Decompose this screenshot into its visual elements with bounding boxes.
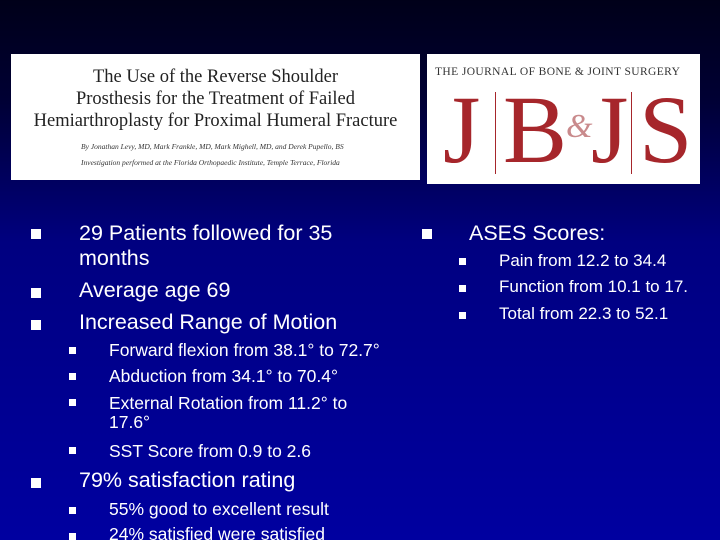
logo-letter-j: J — [443, 76, 481, 183]
sub-list-item: Total from 22.3 to 52.1 — [499, 304, 669, 323]
sub-bullet-icon — [69, 373, 76, 380]
article-title-image — [11, 54, 420, 180]
sub-list-item: SST Score from 0.9 to 2.6 — [109, 441, 311, 461]
logo-letter-b: B — [503, 76, 568, 183]
logo-divider — [631, 92, 632, 174]
article-authors: By Jonathan Levy, MD, Mark Frankle, MD, Mark Mighell, MD, and Derek Pupello, BS — [81, 142, 344, 151]
list-item-text: 29 Patients followed for 35 — [79, 221, 333, 245]
sub-bullet-icon — [69, 399, 76, 406]
sub-bullet-icon — [69, 533, 76, 540]
sub-list-item: Abduction from 34.1° to 70.4° — [109, 366, 338, 386]
sub-list-item-text: 17.6° — [109, 412, 151, 432]
sub-bullet-icon — [459, 258, 466, 265]
sub-bullet-icon — [69, 447, 76, 454]
bullet-icon — [31, 320, 41, 330]
sub-bullet-icon — [69, 507, 76, 514]
list-item: 79% satisfaction rating — [79, 468, 296, 492]
list-item: Average age 69 — [79, 278, 231, 302]
logo-ampersand: & — [566, 108, 593, 145]
sub-list-item-text: External Rotation from 11.2° to — [109, 393, 348, 413]
sub-bullet-icon — [69, 347, 76, 354]
ases-heading: ASES Scores: — [469, 221, 606, 245]
logo-letter-j: J — [591, 76, 629, 183]
bullet-icon — [31, 229, 41, 239]
sub-list-item: Function from 10.1 to 17. — [499, 277, 688, 296]
sub-list-item: 24% satisfied were satisfied — [109, 524, 325, 540]
list-item: Increased Range of Motion — [79, 310, 338, 334]
sub-bullet-icon — [459, 312, 466, 319]
sub-list-item: Pain from 12.2 to 34.4 — [499, 251, 667, 270]
jbjs-logo — [443, 76, 700, 183]
list-item-text: months — [79, 246, 150, 270]
bullet-icon — [31, 288, 41, 298]
article-title-line: The Use of the Reverse Shoulder — [92, 67, 339, 87]
sub-bullet-icon — [459, 285, 466, 292]
bullet-icon — [422, 229, 432, 239]
article-title-line: Prosthesis for the Treatment of Failed — [75, 89, 356, 109]
sub-list-item: Forward flexion from 38.1° to 72.7° — [109, 340, 380, 360]
article-authors-block — [81, 142, 411, 168]
bullet-icon — [31, 478, 41, 488]
list-item — [79, 221, 332, 271]
article-institution: Investigation performed at the Florida Orthopaedic Institute, Temple Terrace, Florida — [81, 158, 340, 167]
article-title-line: Hemiarthroplasty for Proximal Humeral Fracture — [33, 111, 398, 131]
journal-logo-image — [427, 54, 700, 184]
logo-letter-s: S — [639, 76, 693, 183]
sub-list-item: 55% good to excellent result — [109, 499, 329, 519]
sub-list-item — [109, 393, 347, 433]
logo-divider — [495, 92, 496, 174]
article-title — [11, 66, 420, 132]
journal-name: THE JOURNAL OF BONE & JOINT SURGERY — [435, 66, 681, 78]
